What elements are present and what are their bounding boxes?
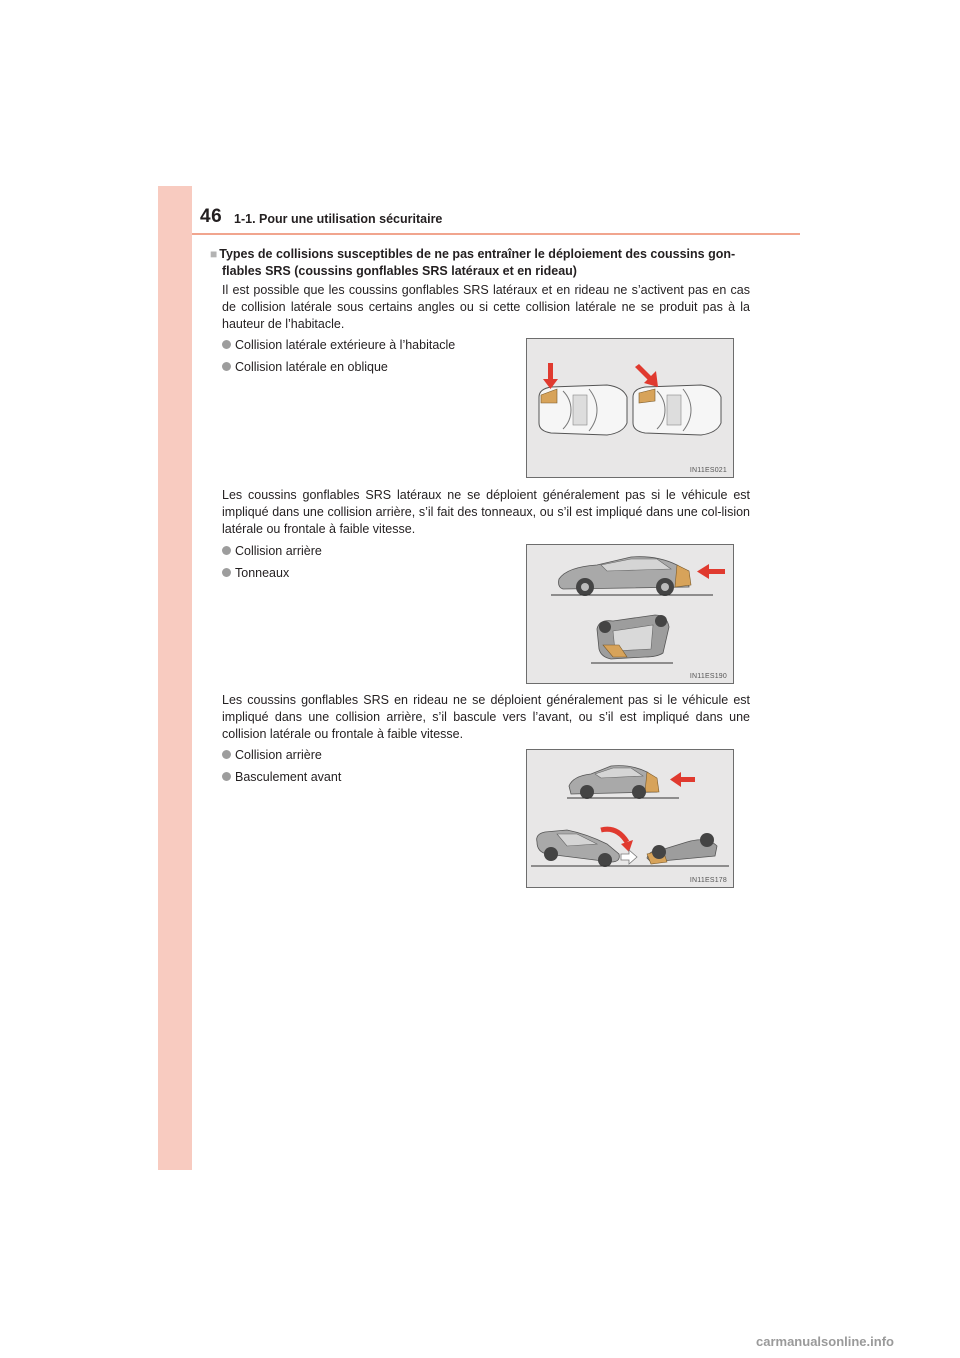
subsection-heading bbox=[210, 246, 750, 280]
list-item bbox=[222, 565, 322, 587]
rear-rollover-illustration bbox=[527, 545, 733, 683]
bullet-list-1 bbox=[222, 337, 455, 381]
side-collision-illustration bbox=[527, 339, 733, 477]
footer-watermark: carmanualsonline.info bbox=[756, 1334, 894, 1349]
page-number: 46 bbox=[200, 206, 223, 227]
heading-line-1: Types de collisions susceptibles de ne pas entraîner le déploiement des coussins gon- bbox=[219, 247, 736, 261]
bullet-dot-icon bbox=[222, 546, 231, 555]
rear-forward-tip-illustration bbox=[527, 750, 733, 887]
car-side-view-small-icon bbox=[569, 766, 659, 799]
list-item-text: Collision latérale en oblique bbox=[235, 360, 388, 374]
list-item-text: Collision arrière bbox=[235, 748, 322, 762]
chapter-sidebar-tab bbox=[158, 186, 192, 1170]
bullet-dot-icon bbox=[222, 772, 231, 781]
bullet-dot-icon bbox=[222, 750, 231, 759]
bullet-list-3 bbox=[222, 747, 341, 791]
figure-rear-rollover bbox=[526, 544, 734, 684]
curtain-airbag-paragraph: Les coussins gonflables SRS en rideau ne se déploient généralement pas si le véhicule est impliqué dans une collision arrière, s’il bascule vers l’avant, ou s’il est impliqué dans une collision latérale ou frontale à faible vitesse. bbox=[222, 693, 750, 741]
list-item bbox=[222, 747, 341, 769]
list-item-text: Collision latérale extérieure à l’habitacle bbox=[235, 338, 456, 352]
sequence-arrow-icon bbox=[621, 850, 637, 864]
figure-side-collision bbox=[526, 338, 734, 478]
car-rollover-icon bbox=[597, 615, 669, 659]
figure-code: IN11ES190 bbox=[689, 673, 727, 680]
car-top-view-1-icon bbox=[539, 385, 627, 435]
header-divider bbox=[192, 233, 800, 235]
list-item bbox=[222, 543, 322, 565]
list-item bbox=[222, 359, 455, 381]
impact-arrow-left-icon bbox=[697, 564, 725, 579]
rotation-arrow-icon bbox=[601, 829, 627, 842]
list-item bbox=[222, 337, 455, 359]
intro-paragraph: Il est possible que les coussins gonflables SRS latéraux et en rideau ne s’activent pas en cas de collision latérale sous certains angles ou si cette collision latérale ne se produit pas à la hauteur de l’habitacle. bbox=[222, 283, 750, 331]
car-flipped-icon bbox=[647, 833, 717, 864]
impact-arrow-oblique-icon bbox=[635, 364, 658, 387]
section-title: 1-1. Pour une utilisation sécuritaire bbox=[234, 212, 443, 226]
car-top-view-2-icon bbox=[633, 385, 721, 435]
list-item bbox=[222, 769, 341, 791]
list-item-text: Tonneaux bbox=[235, 566, 290, 580]
list-item-text: Basculement avant bbox=[235, 770, 342, 784]
figure-rear-forward-tip bbox=[526, 749, 734, 888]
square-bullet-icon: ■ bbox=[210, 247, 218, 261]
side-airbag-paragraph: Les coussins gonflables SRS latéraux ne se déploient généralement pas si le véhicule est impliqué dans une collision arrière, s’il fait des tonneaux, ou s’il est impliqué dans une col-lision latérale ou frontale à faible vitesse. bbox=[222, 488, 750, 536]
figure-code: IN11ES178 bbox=[689, 877, 727, 884]
impact-arrow-vertical-icon bbox=[543, 363, 558, 389]
bullet-dot-icon bbox=[222, 340, 231, 349]
bullet-list-2 bbox=[222, 543, 322, 587]
car-tipping-icon bbox=[537, 830, 620, 867]
heading-line-2: flables SRS (coussins gonflables SRS latéraux et en rideau) bbox=[222, 264, 577, 278]
list-item-text: Collision arrière bbox=[235, 544, 322, 558]
car-side-view-icon bbox=[559, 557, 692, 596]
bullet-dot-icon bbox=[222, 568, 231, 577]
bullet-dot-icon bbox=[222, 362, 231, 371]
impact-arrow-left-icon bbox=[670, 772, 695, 787]
page-header bbox=[200, 206, 800, 236]
figure-code: IN11ES021 bbox=[689, 467, 727, 474]
